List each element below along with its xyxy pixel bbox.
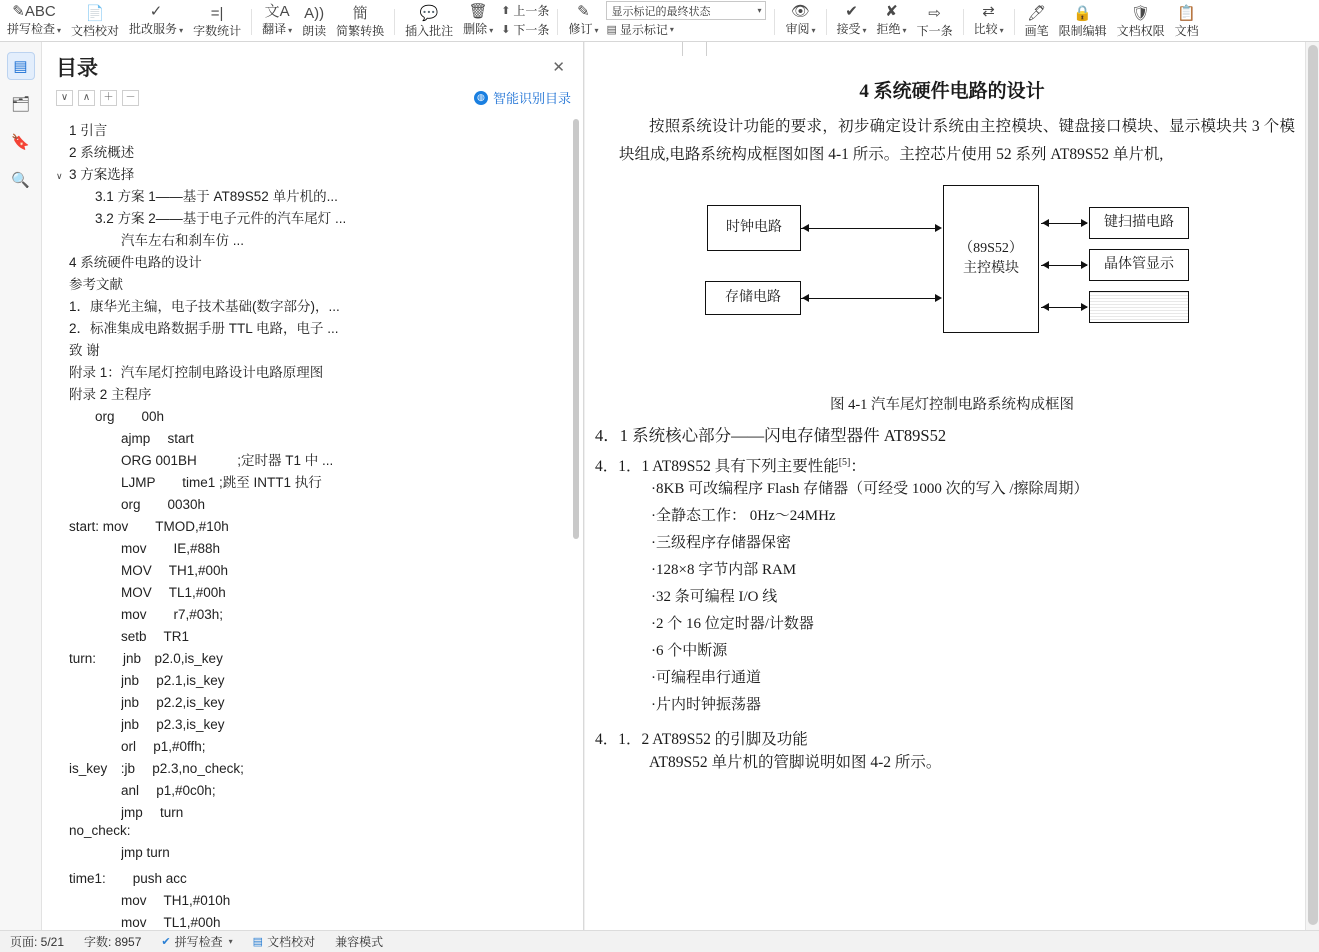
spellcheck-status[interactable]: ✔ 拼写检查 ▾ (161, 935, 233, 949)
simplified-traditional-button[interactable] (331, 1, 389, 41)
review-button[interactable]: 👁 审阅 ▾ (785, 3, 816, 36)
diagram-right-block-1: 键扫描电路 (1089, 207, 1189, 239)
toolbar-separator (394, 9, 395, 35)
document-heading-pins: 4．1．2 AT89S52 的引脚及功能 (595, 731, 808, 748)
outline-item[interactable] (42, 757, 583, 779)
outline-panel (42, 42, 584, 932)
outline-item[interactable] (42, 515, 583, 537)
next-change-label: 下一条 (916, 24, 953, 38)
ribbon-toolbar (0, 0, 1319, 42)
proofread-status-label: 文档校对 (267, 935, 316, 949)
ribbon-group-compare (967, 0, 1011, 41)
outline-item-label: jmp turn (121, 805, 184, 820)
lock-icon: 🔒 (1073, 5, 1092, 22)
toolbar-separator (251, 9, 252, 35)
diagram-main-block-line1: （89S52） (959, 241, 1023, 256)
document-paragraph-1: 按照系统设计功能的要求，初步确定设计系统由主控模块、键盘接口模块、显示模块共 3 个模块组成,电路系统构成框图如图 4-1 所示。主控芯片使用 52 系列 AT89S52 单片机, (619, 118, 1295, 163)
diagram-line-memory (801, 298, 937, 299)
doc-proofread-label: 文档校对 (71, 24, 120, 38)
feature-list-item: ·6 个中断源 (651, 643, 728, 659)
diagram-arrow-right-3 (1081, 303, 1088, 311)
comment-nav-group (498, 1, 552, 41)
prev-comment-button[interactable]: ⬆ 上一条 (501, 4, 550, 18)
next-change-button[interactable] (912, 1, 958, 41)
ribbon-group-changes (830, 0, 960, 41)
outline-item-label: 1．康华光主编，电子技术基础(数字部分)，... (69, 299, 340, 314)
ribbon-group-proofing (0, 0, 248, 41)
diagram-clock-block: 时钟电路 (707, 205, 801, 251)
features-superscript: [5] (838, 456, 851, 468)
document-icon: 📄 (85, 5, 105, 22)
document-paragraph-2: AT89S52 单片机的管脚说明如图 4-2 所示。 (649, 754, 942, 771)
insert-comment-label: 插入批注 (405, 24, 454, 38)
diagram-main-block (943, 185, 1039, 333)
outline-item-label: MOV TH1,#00h (121, 563, 229, 578)
document-scrollbar[interactable] (1305, 42, 1319, 932)
feature-list-item: ·三级程序存储器保密 (651, 535, 791, 551)
outline-item[interactable] (42, 735, 583, 757)
outline-item-label: mov TL1,#00h (121, 915, 221, 930)
close-icon[interactable]: ✕ (552, 59, 565, 76)
review-state-value: 显示标记的最终状态 (611, 5, 711, 18)
ribbon-group-review (778, 0, 822, 41)
outline-item[interactable] (42, 361, 583, 383)
outline-item[interactable] (42, 251, 583, 273)
ruler-indent-marker (682, 42, 707, 56)
outline-item[interactable] (42, 867, 583, 889)
compat-mode-status[interactable]: 兼容模式 (335, 935, 384, 949)
bookmarks-panel-button[interactable] (7, 128, 35, 156)
ribbon-group-language (255, 0, 391, 41)
outline-item[interactable] (42, 449, 583, 471)
markup-state-group (603, 1, 769, 41)
outline-item-label: MOV TL1,#00h (121, 585, 226, 600)
compare-button[interactable]: ⇄ 比较 ▾ (973, 3, 1004, 36)
trash-icon: 🗑 (468, 3, 488, 20)
accept-button[interactable]: ✔ 接受 ▾ (836, 3, 867, 36)
grading-service-label: 批改服务 (129, 22, 178, 36)
figure-caption: 图 4-1 汽车尾灯控制电路系统构成框图 (829, 397, 1075, 413)
convert-icon: 簡 (352, 5, 368, 22)
bookmark-icon: 🔖 (11, 134, 30, 151)
outline-item[interactable] (42, 141, 583, 163)
decrease-level-button[interactable]: － (122, 90, 139, 106)
diagram-line-clock (801, 228, 937, 229)
toolbar-separator (557, 9, 558, 35)
outline-item[interactable] (42, 471, 583, 493)
globe-icon: ◍ (474, 91, 488, 105)
diagram-arrow-left-1 (1042, 219, 1049, 227)
outline-item[interactable] (42, 603, 583, 625)
feature-list-item: ·全静态工作： 0Hz～24MHz (651, 508, 836, 524)
outline-header (42, 42, 583, 84)
next-comment-button[interactable]: ⬇ 下一条 (501, 23, 550, 37)
outline-item-label: 3 方案选择 (69, 167, 135, 182)
outline-item[interactable] (42, 647, 583, 669)
outline-icon: ▤ (13, 58, 28, 75)
diagram-right-block-2: 晶体管显示 (1089, 249, 1189, 281)
doc-permission-label: 文档权限 (1116, 24, 1165, 38)
compare-icon: ⇄ (982, 3, 995, 20)
outline-item[interactable] (42, 823, 583, 845)
show-markup-label: 显示标记 (619, 23, 668, 37)
proofread-status[interactable] (243, 933, 325, 950)
outline-item-label: mov TH1,#010h (121, 893, 231, 908)
comment-icon: 💬 (419, 5, 439, 22)
outline-item[interactable] (42, 207, 583, 229)
markup-icon: ▤ (606, 24, 617, 36)
spell-check-icon: ✎ABC (12, 3, 56, 20)
outline-title: 目录 (56, 57, 98, 80)
reject-label: 拒绝 (876, 22, 901, 36)
features-heading-text: 4．1．1 AT89S52 具有下列主要性能 (595, 458, 839, 475)
outline-item-label: 3.2 方案 2——基于电子元件的汽车尾灯 ... (95, 211, 347, 226)
outline-item[interactable] (42, 691, 583, 713)
outline-item[interactable] (42, 383, 583, 405)
revise-button[interactable]: ✎ 修订 ▾ (568, 3, 599, 36)
chevron-down-icon: ⬇ (501, 24, 511, 36)
outline-item-label: orl p1,#0ffh; (121, 739, 206, 754)
diagram-arrow-left-3 (1042, 303, 1049, 311)
outline-item-label: jnb p2.2,is_key (121, 695, 225, 710)
outline-item-label: jnb p2.1,is_key (121, 673, 225, 688)
outline-item-label: 3.1 方案 1——基于 AT89S52 单片机的... (95, 189, 338, 204)
outline-item-label: 汽车左右和刹车仿 ... (121, 233, 245, 248)
expand-all-button[interactable]: ∧ (78, 90, 95, 106)
compare-label: 比较 (973, 22, 998, 36)
outline-item[interactable] (42, 801, 583, 823)
outline-item-label: time1: push acc (69, 871, 187, 886)
outline-item[interactable] (42, 493, 583, 515)
accept-label: 接受 (836, 22, 861, 36)
outline-item-label: mov r7,#03h; (121, 607, 224, 622)
read-aloud-button[interactable] (297, 1, 331, 41)
revise-label: 修订 (568, 22, 593, 36)
outline-item[interactable] (42, 119, 583, 141)
outline-item[interactable] (42, 581, 583, 603)
pencil-edit-icon: ✎ (577, 3, 590, 20)
read-aloud-label: 朗读 (302, 24, 327, 38)
ribbon-group-protect (1018, 0, 1206, 41)
outline-item[interactable] (42, 273, 583, 295)
outline-item-label: 2．标准集成电路数据手册 TTL 电路，电子 ... (69, 321, 339, 336)
feature-list-item: ·2 个 16 位定时器/计数器 (651, 616, 814, 632)
diagram-arrow-right-2 (1081, 261, 1088, 269)
doc-permission-button[interactable] (1112, 1, 1170, 41)
spell-check-button[interactable]: ✎ABC 拼写检查 ▾ (7, 3, 62, 36)
outline-item[interactable] (42, 339, 583, 361)
pen-button[interactable] (1020, 1, 1054, 41)
document-page (584, 42, 1319, 932)
outline-item[interactable] (42, 669, 583, 691)
status-bar (0, 930, 1319, 952)
ribbon-group-comments (398, 0, 554, 41)
outline-item-label: start: mov TMOD,#10h (69, 519, 229, 534)
outline-item-label: 附录 1：汽车尾灯控制电路设计电路原理图 (69, 365, 324, 380)
insert-comment-button[interactable] (400, 1, 458, 41)
feature-list-item: ·32 条可编程 I/O 线 (651, 589, 778, 605)
diagram-arrow-left-2 (1042, 261, 1049, 269)
outline-item-label: turn: jnb p2.0,is_key (69, 651, 223, 666)
features-colon: ： (850, 458, 866, 475)
feature-list-item: ·片内时钟振荡器 (651, 697, 761, 713)
spell-check-label: 拼写检查 (7, 22, 56, 36)
outline-item-label: org 0030h (121, 497, 206, 512)
cross-icon: ✘ (885, 3, 898, 20)
delete-comment-button[interactable]: 🗑 删除 ▾ (463, 3, 494, 36)
outline-item-label: jmp turn (121, 845, 170, 860)
document-canvas[interactable] (584, 42, 1319, 932)
collapse-all-button[interactable]: ∨ (56, 90, 73, 106)
word-count-icon: =| (210, 5, 224, 22)
diagram-arrow-clock-right (935, 224, 942, 232)
diagram-main-block-line2: 主控模块 (963, 261, 1019, 276)
outline-item[interactable] (42, 163, 583, 185)
outline-item-label: 附录 2 主程序 (69, 387, 152, 402)
speaker-icon: A)) (304, 5, 325, 22)
restrict-edit-label: 限制编辑 (1058, 24, 1107, 38)
translate-button[interactable]: 文A 翻译 ▾ (262, 3, 293, 36)
document-scrollbar-thumb[interactable] (1308, 45, 1318, 925)
outline-panel-button[interactable] (7, 52, 35, 80)
outline-toolbar (42, 84, 583, 113)
outline-item-label: 2 系统概述 (69, 145, 135, 160)
outline-item-label: 致 谢 (69, 343, 100, 358)
translate-icon: 文A (264, 3, 290, 20)
delete-comment-label: 删除 (463, 22, 488, 36)
feature-list-item: ·8KB 可改编程序 Flash 存储器（可经受 1000 次的写入 /擦除周期） (651, 481, 1089, 497)
search-icon: 🔍 (11, 172, 30, 189)
outline-item[interactable] (42, 779, 583, 801)
outline-item-label: ajmp start (121, 431, 194, 446)
feature-list-item: ·可编程串行通道 (651, 670, 761, 686)
grading-service-button[interactable]: ✓ 批改服务 ▾ (129, 3, 184, 36)
smart-outline-button[interactable] (474, 88, 571, 107)
word-count-label: 字数统计 (193, 24, 242, 38)
check-circle-icon: ✓ (149, 3, 163, 20)
outline-item-label: 1 引言 (69, 123, 108, 138)
diagram-right-block-3 (1089, 291, 1189, 323)
toolbar-separator (963, 9, 964, 35)
search-panel-button[interactable] (7, 166, 35, 194)
outline-item[interactable] (42, 295, 583, 317)
next-arrow-icon: ⇨ (928, 5, 941, 22)
outline-item[interactable] (42, 889, 583, 911)
doc-more-label: 文档 (1174, 24, 1199, 38)
outline-item[interactable] (42, 405, 583, 427)
smart-outline-label: 智能识别目录 (492, 91, 571, 106)
outline-item-label: ORG 001BH ;定时器 T1 中 ... (121, 453, 334, 468)
review-state-select[interactable]: 显示标记的最终状态 ▾ (603, 1, 769, 20)
pen-label: 画笔 (1024, 24, 1049, 38)
shield-icon: 🛡 (1131, 5, 1151, 22)
word-count-indicator[interactable]: 字数: 8957 (84, 935, 142, 949)
outline-item-label: no_check: (69, 823, 131, 838)
clipboard-icon: 📋 (1177, 5, 1196, 22)
review-label: 审阅 (785, 22, 810, 36)
left-rail (0, 42, 42, 932)
reject-button[interactable]: ✘ 拒绝 ▾ (876, 3, 907, 36)
toolbar-separator (826, 9, 827, 35)
pen-icon: 🖊 (1027, 5, 1047, 22)
outline-item[interactable] (42, 625, 583, 647)
chevron-down-icon[interactable]: ∨ (56, 171, 63, 181)
ribbon-group-tracking (561, 0, 771, 41)
outline-item-label: is_key :jb p2.3,no_check; (69, 761, 244, 776)
outline-item[interactable] (42, 229, 583, 251)
check-icon: ✔ (845, 3, 858, 20)
outline-item-label: jnb p2.3,is_key (121, 717, 225, 732)
toolbar-separator (1014, 9, 1015, 35)
diagram-memory-block: 存储电路 (705, 281, 801, 315)
doc-more-button[interactable] (1170, 1, 1204, 41)
diagram-arrow-clock-left (802, 224, 809, 232)
chevron-up-icon: ⬆ (501, 5, 511, 17)
pages-icon: 🗂 (10, 96, 31, 113)
outline-item-label: setb TR1 (121, 629, 190, 644)
outline-item[interactable] (42, 559, 583, 581)
outline-item[interactable] (42, 427, 583, 449)
check-icon: ✔ (161, 936, 171, 948)
block-diagram (585, 183, 1319, 383)
doc-proofread-button[interactable] (66, 1, 124, 41)
outline-item[interactable] (42, 537, 583, 559)
document-heading-core: 4．1 系统核心部分——闪电存储型器件 AT89S52 (595, 426, 947, 445)
page-indicator[interactable]: 页面: 5/21 (10, 935, 65, 949)
document-heading-features (585, 454, 1319, 476)
document-heading: 4 系统硬件电路的设计 (859, 81, 1045, 102)
increase-level-button[interactable]: ＋ (100, 90, 117, 106)
outline-list[interactable] (42, 113, 583, 932)
diagram-arrow-memory-right (935, 294, 942, 302)
show-markup-button[interactable]: ▤ 显示标记 ▾ (606, 23, 674, 37)
outline-item[interactable] (42, 713, 583, 735)
outline-item-label: org 00h (95, 409, 165, 424)
eye-icon: 👁 (790, 3, 810, 20)
translate-label: 翻译 (262, 22, 287, 36)
toolbar-separator (774, 9, 775, 35)
outline-item[interactable] (42, 317, 583, 339)
document-check-icon: ▤ (252, 936, 264, 948)
diagram-arrow-memory-left (802, 294, 809, 302)
outline-item[interactable] (42, 185, 583, 207)
restrict-edit-button[interactable] (1054, 1, 1112, 41)
simplified-traditional-label: 简繁转换 (336, 24, 385, 38)
outline-item-label: 参考文献 (69, 277, 123, 292)
feature-list-item: ·128×8 字节内部 RAM (651, 562, 797, 578)
outline-scrollbar-thumb[interactable] (573, 119, 579, 539)
outline-item-label: mov IE,#88h (121, 541, 221, 556)
spellcheck-status-label: 拼写检查 (174, 935, 223, 949)
outline-item[interactable] (42, 911, 583, 932)
diagram-arrow-right-1 (1081, 219, 1088, 227)
outline-item-label: anl p1,#0c0h; (121, 783, 216, 798)
outline-item-label: LJMP time1 ;跳至 INTT1 执行 (121, 475, 322, 490)
word-count-button[interactable] (188, 1, 246, 41)
outline-item-label: 4 系统硬件电路的设计 (69, 255, 202, 270)
feature-list (585, 476, 1319, 719)
outline-item[interactable] (42, 845, 583, 867)
pages-panel-button[interactable] (7, 90, 35, 118)
